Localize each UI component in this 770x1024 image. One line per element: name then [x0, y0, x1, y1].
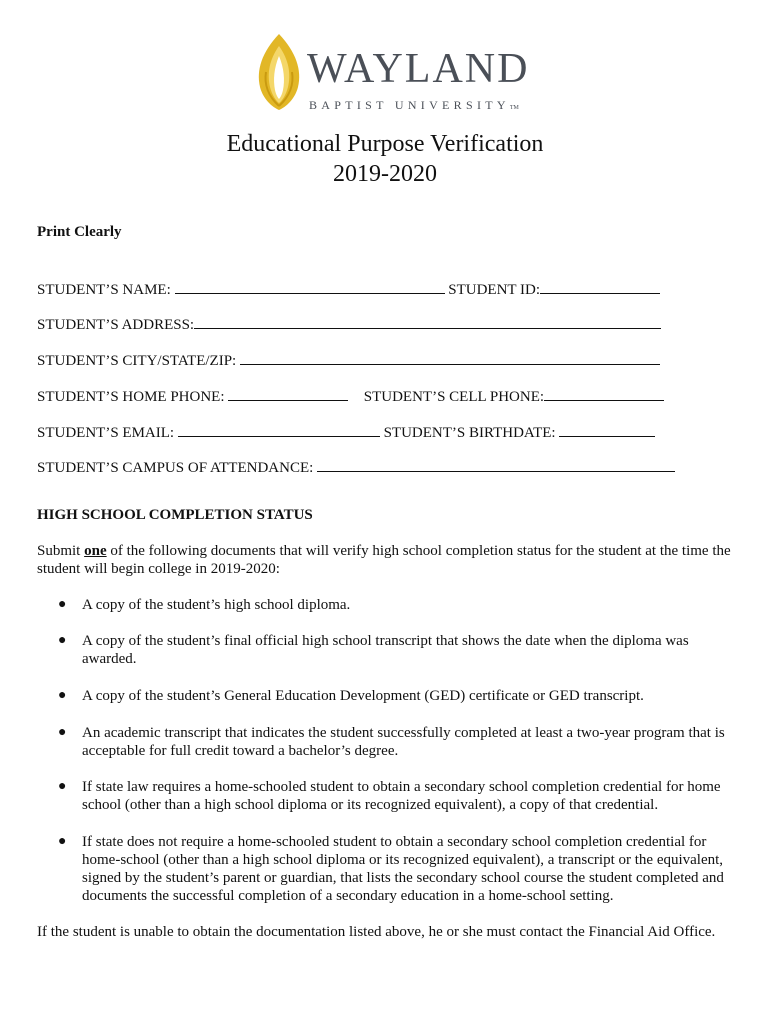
list-item: A copy of the student’s General Education Development (GED) certificate or GED transcript.	[82, 688, 644, 704]
university-logo	[252, 32, 532, 112]
bullet-icon: ●	[58, 725, 67, 740]
student-id-field[interactable]	[540, 279, 660, 294]
student-email-label: STUDENT’S EMAIL:	[37, 425, 175, 441]
document-year: 2019-2020	[333, 161, 437, 187]
student-name-field[interactable]	[175, 279, 445, 294]
logo-subtitle: BAPTIST UNIVERSITYTM	[309, 98, 519, 112]
address-row	[37, 314, 661, 334]
list-item: If state law requires a home-schooled student to obtain a secondary school completion credential for home school (other than a high school diploma or its recognized equivalent), a copy of that credential.	[82, 779, 721, 813]
student-id-label: STUDENT ID:	[448, 282, 541, 298]
email-row	[37, 422, 655, 442]
birthdate-label: STUDENT’S BIRTHDATE:	[383, 425, 556, 441]
city-row	[37, 350, 660, 370]
student-email-field[interactable]	[178, 422, 380, 437]
closing-paragraph: If the student is unable to obtain the documentation listed above, he or she must contact the Financial Aid Office.	[37, 924, 716, 940]
list-item: An academic transcript that indicates the student successfully completed at least a two-year program that is acceptable for full credit toward a bachelor’s degree.	[82, 725, 725, 759]
list-item: If state does not require a home-schooled student to obtain a secondary school completion credential for home-school (other than a high school diploma or its recognized equivalent), a transcript or the equivalent, signed by the student’s parent or guardian, that lists the secondary school course the student completed and documents the successful completion of a secondary education in a home-school setting.	[82, 834, 724, 904]
document-title: Educational Purpose Verification	[226, 131, 544, 157]
campus-field[interactable]	[317, 457, 675, 472]
list-item: A copy of the student’s final official high school transcript that shows the date when the diploma was awarded.	[82, 633, 689, 667]
student-city-label: STUDENT’S CITY/STATE/ZIP:	[37, 353, 237, 369]
bullet-icon: ●	[58, 779, 67, 794]
section-heading: HIGH SCHOOL COMPLETION STATUS	[37, 507, 313, 523]
intro-emphasis: one	[84, 543, 107, 559]
name-row	[37, 279, 660, 299]
student-address-label: STUDENT’S ADDRESS:	[37, 317, 195, 333]
home-phone-label: STUDENT’S HOME PHONE:	[37, 389, 225, 405]
cell-phone-label: STUDENT’S CELL PHONE:	[363, 389, 545, 405]
intro-paragraph: Submit one of the following documents that will verify high school completion status for the student at the time the student will begin college in 2019-2020:	[37, 543, 731, 577]
print-clearly-note: Print Clearly	[37, 224, 122, 240]
bullet-icon: ●	[58, 688, 67, 703]
logo-wordmark: WAYLAND	[307, 46, 530, 92]
phone-row	[37, 386, 664, 406]
birthdate-field[interactable]	[559, 422, 655, 437]
bullet-icon: ●	[58, 633, 67, 648]
student-address-field[interactable]	[194, 314, 661, 329]
campus-row	[37, 457, 675, 477]
bullet-icon: ●	[58, 834, 67, 849]
cell-phone-field[interactable]	[544, 386, 664, 401]
bullet-icon: ●	[58, 597, 67, 612]
logo-trademark: TM	[509, 105, 519, 111]
home-phone-field[interactable]	[228, 386, 348, 401]
campus-label: STUDENT’S CAMPUS OF ATTENDANCE:	[37, 460, 314, 476]
student-city-field[interactable]	[240, 350, 660, 365]
list-item: A copy of the student’s high school diploma.	[82, 597, 351, 613]
flame-emblem-icon	[252, 32, 306, 112]
student-name-label: STUDENT’S NAME:	[37, 282, 171, 298]
